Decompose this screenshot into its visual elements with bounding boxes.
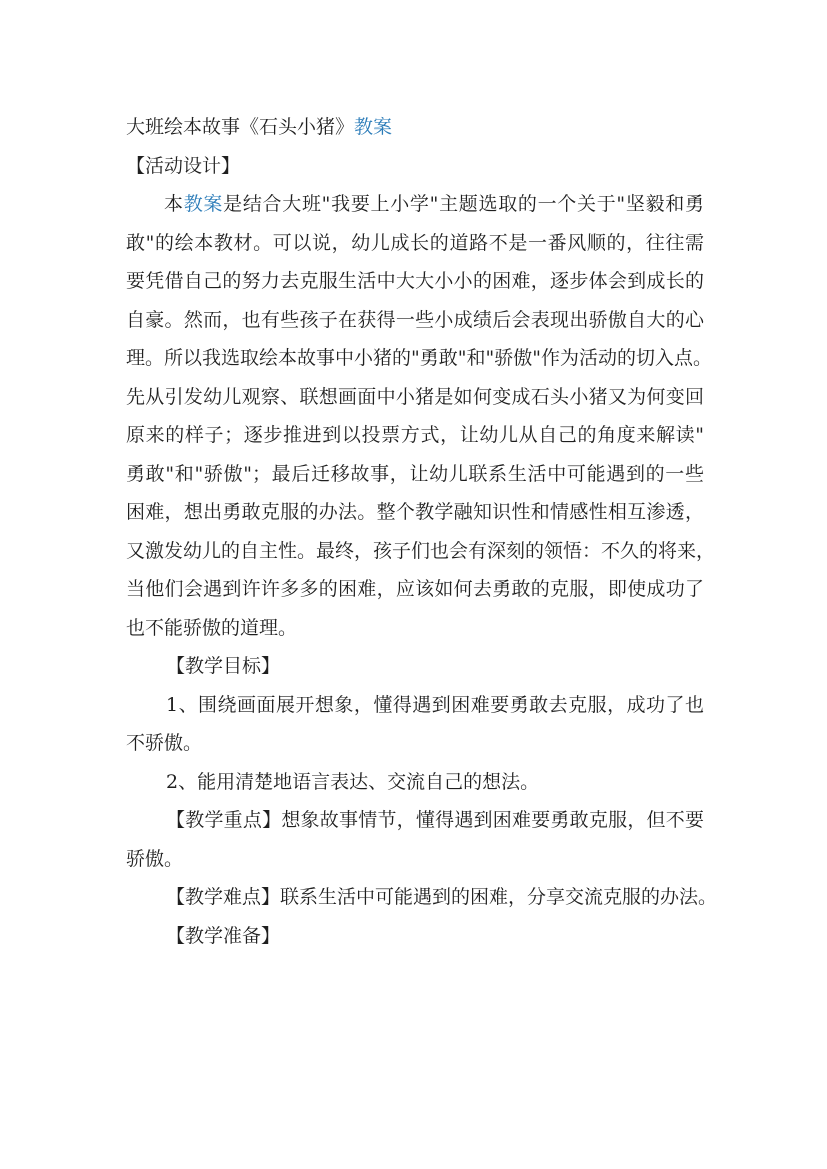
paragraph-line: 敢"的绘本教材。可以说，幼儿成长的道路不是一番风顺的，往往需 (126, 231, 704, 254)
paragraph-line: 困难，想出勇敢克服的办法。整个教学融知识性和情感性相互渗透， (126, 501, 704, 523)
goal-1 (126, 686, 704, 763)
title-text: 大班绘本故事《石头小猪》 (126, 116, 355, 138)
paragraph-line: 自豪。然而，也有些孩子在获得一些小成绩后会表现出骄傲自大的心 (126, 308, 704, 331)
paragraph-lead: 本 (164, 193, 184, 215)
paragraph-line: 当他们会遇到许许多多的困难，应该如何去勇敢的克服，即使成功了 (126, 578, 704, 600)
paragraph-line: 也不能骄傲的道理。 (126, 616, 298, 639)
paragraph-line: 理。所以我选取绘本故事中小猪的"勇敢"和"骄傲"作为活动的切入点。 (126, 347, 712, 369)
preparation-heading: 【教学准备】 (166, 924, 281, 947)
paragraph-line-text: 是结合大班"我要上小学"主题选取的一个关于"坚毅和勇 (223, 193, 704, 215)
paragraph-link[interactable]: 教案 (183, 193, 224, 215)
document-body (126, 108, 718, 955)
key-point-line: 骄傲。 (126, 847, 184, 870)
document-title (126, 108, 704, 147)
title-link[interactable]: 教案 (354, 116, 393, 138)
paragraph-line (126, 185, 704, 224)
paragraph-line: 先从引发幼儿观察、联想画面中小猪是如何变成石头小猪又为何变回 (126, 385, 704, 408)
paragraph-line: 勇敢"和"骄傲"；最后迁移故事，让幼儿联系生活中可能遇到的一些 (126, 462, 704, 485)
paragraph-line: 又激发幼儿的自主性。最终，孩子们也会有深刻的领悟：不久的将来， (126, 539, 716, 562)
goal-1-line: 1、围绕画面展开想象，懂得遇到困难要勇敢去克服，成功了也 (166, 693, 704, 716)
key-point (126, 801, 704, 878)
key-point-line: 【教学重点】想象故事情节，懂得遇到困难要勇敢克服，但不要 (166, 809, 704, 831)
paragraph-line: 原来的样子；逐步推进到以投票方式，让幼儿从自己的角度来解读" (126, 424, 704, 446)
paragraph-line: 要凭借自己的努力去克服生活中大大小小的困难，逐步体会到成长的 (126, 270, 704, 292)
design-paragraph (126, 185, 716, 647)
goal-2: 2、能用清楚地语言表达、交流自己的想法。 (166, 770, 540, 793)
goals-heading: 【教学目标】 (166, 655, 281, 677)
difficulty: 【教学难点】联系生活中可能遇到的困难，分享交流克服的办法。 (166, 886, 718, 908)
activity-design-heading: 【活动设计】 (126, 154, 241, 177)
goal-1-line: 不骄傲。 (126, 732, 203, 754)
